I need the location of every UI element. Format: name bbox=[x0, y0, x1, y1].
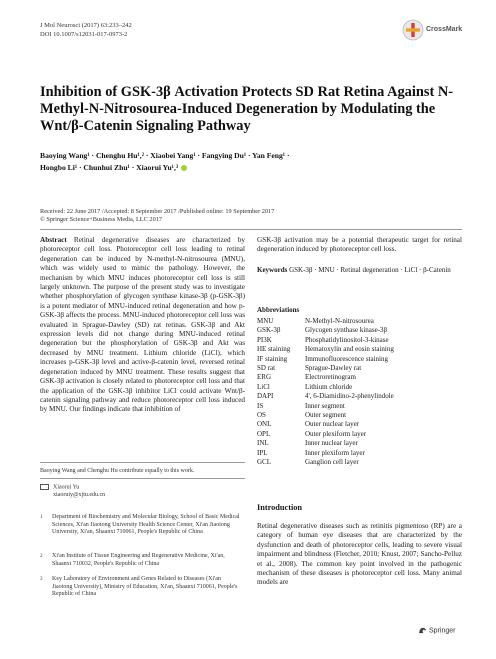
abbreviations-heading: Abbreviations bbox=[257, 306, 300, 314]
crossmark-icon bbox=[402, 19, 424, 41]
doi-line[interactable]: DOI 10.1007/s12031-017-0973-2 bbox=[40, 30, 128, 38]
abstract-block bbox=[40, 236, 245, 415]
date-history: Received: 22 June 2017 /Accepted: 8 September 2017 /Published online: 19 September 2017 bbox=[40, 208, 275, 215]
affiliation-number: 2 bbox=[40, 554, 43, 559]
keywords bbox=[257, 266, 462, 275]
introduction-text: Retinal degenerative diseases such as retinitis pigmentoso (RP) are a category of human eye diseases that are characterized by the dysfunction and death of photoreceptor cells, leading to severe visual impairment and blindness (Fletcher, 2010; Knust, 2007; Sancho-Pelluz et al., 2008). The common key point involved in the pathogenic mechanism of these diseases is photoreceptor cell loss. Many animal models are bbox=[257, 522, 462, 587]
journal-citation bbox=[40, 22, 132, 39]
publication-dates bbox=[40, 208, 460, 224]
abbr-row: GSK-3β Glycogen synthase kinase-3β bbox=[257, 326, 388, 335]
abbr-row: GCL Ganglion cell layer bbox=[257, 458, 359, 467]
affiliation-number: 1 bbox=[40, 515, 43, 520]
introduction-heading: Introduction bbox=[257, 503, 303, 512]
envelope-icon bbox=[40, 484, 49, 490]
abbr-row: ONL Outer nuclear layer bbox=[257, 420, 360, 429]
affiliation-1 bbox=[40, 514, 245, 554]
affiliation-3 bbox=[40, 576, 245, 608]
keywords-label: Keywords bbox=[257, 266, 288, 274]
abbr-row: HE staining Hematoxylin and eosin staining bbox=[257, 345, 394, 354]
abbreviations-list bbox=[257, 317, 462, 468]
publisher-name: Springer bbox=[429, 627, 456, 635]
crossmark-label: CrossMark bbox=[426, 26, 463, 33]
abstract-label: Abstract bbox=[40, 236, 67, 244]
springer-horse-icon bbox=[418, 627, 427, 634]
affiliation-text: Xi'an Institute of Tissue Engineering and Regenerative Medicine, Xi'an, Shaanxi 710032, People's Republic of China bbox=[52, 553, 225, 567]
journal-line: J Mol Neurosci (2017) 63:233–242 bbox=[40, 22, 132, 29]
abbr-row: OPL Outer plexiform layer bbox=[257, 429, 367, 438]
abbr-row: IF staining Immunofluorescence staining bbox=[257, 354, 389, 363]
orcid-icon[interactable] bbox=[181, 165, 187, 171]
footnote-divider bbox=[40, 462, 245, 463]
correspondence bbox=[40, 484, 105, 500]
author-line-1: Baoying Wang¹ · Chenghu Hu¹,² · Xiaobei Yang¹ · Fangying Du¹ · Yan Feng¹ · bbox=[40, 151, 290, 160]
header-divider bbox=[40, 229, 462, 230]
abbr-row: DAPI 4', 6-Diamidino-2-phenylindole bbox=[257, 392, 394, 401]
correspondent-name: Xiaorui Yu bbox=[53, 484, 80, 491]
abbr-row: LiCl Lithium chloride bbox=[257, 382, 353, 391]
affiliation-number: 3 bbox=[40, 577, 43, 582]
author-list bbox=[40, 150, 460, 174]
article-title: Inhibition of GSK-3β Activation Protects SD Rat Retina Against N-Methyl-N-Nitrosourea-Induced Degeneration by Modulating the Wnt/β-Catenin Signaling Pathway bbox=[40, 84, 454, 134]
copyright-line: © Springer Science+Business Media, LLC 2017 bbox=[40, 216, 163, 224]
abbr-row: PI3K Phosphatidylinositol-3-kinase bbox=[257, 335, 389, 344]
affiliation-text: Key Laboratory of Environment and Genes Related to Diseases (Xi'an Jiaotong University), Ministry of Education, Xi'an, Shaanxi 710061, People's Republic of China bbox=[52, 576, 238, 598]
affiliation-2 bbox=[40, 553, 245, 577]
abbr-row: MNU N-Methyl-N-nitrosourea bbox=[257, 317, 374, 325]
author-line-2: Hongbo Li¹ · Chunhui Zhu¹ · Xiaorui Yu¹,³ bbox=[40, 162, 460, 174]
correspondent-email[interactable]: xiaoruiy@xjtu.edu.cn bbox=[53, 491, 106, 498]
keywords-text: GSK-3β · MNU · Retinal degeneration · LiCl · β-Catenin bbox=[289, 266, 451, 274]
abbr-row: IPL Inner plexiform layer bbox=[257, 448, 365, 457]
contribution-note: Baoying Wang and Chenghu Hu contribute equally to this work. bbox=[40, 468, 195, 474]
abbr-row: IS Inner segment bbox=[257, 401, 345, 410]
correspondence-divider bbox=[40, 478, 245, 479]
abbr-row: INL Inner nuclear layer bbox=[257, 439, 358, 448]
abbr-row: ERG Electroretinogram bbox=[257, 373, 356, 382]
affiliation-text: Department of Biochemistry and Molecular Biology, School of Basic Medical Sciences, Xi'an Jiaotong University Health Science Center, Xi'an Jiaotong University, Xi'an, Shaanxi 710061, People's Republic of China bbox=[52, 514, 240, 536]
abbr-row: OS Outer segment bbox=[257, 411, 347, 420]
abbr-row: SD rat Sprague-Dawley rat bbox=[257, 364, 362, 373]
publisher-footer bbox=[418, 627, 455, 634]
abstract-continuation: GSK-3β activation may be a potential therapeutic target for retinal degeneration induced by photoreceptor cell loss. bbox=[257, 236, 462, 254]
abstract-text: Retinal degenerative diseases are characterized by photoreceptor cell loss. Photoreceptor cell loss leading to retinal degeneration can be induced by N-methyl-N-nitrosourea (MNU), which was widely used to mimic the pathology. However, the mechanism by which MNU induces photoreceptor cell loss is still largely unknown. The purpose of the present study was to investigate whether phosphorylation of glycogen synthase kinase-3β (p-GSK-3β) is a potent mediator of MNU-induced retinal degeneration and how p-GSK-3β affects the process. MNU-induced photoreceptor cell loss was evaluated in Sprague-Dawley (SD) rat retinas. GSK-3β and Akt expression levels did not change during MNU-induced retinal degeneration but the phosphorylation of GSK-3β and Akt was decreased by MNU treatment. Lithium chloride (LiCl), which increases p-GSK-3β level and active-β-catenin level, reversed retinal degeneration induced by MNU treatment. These results suggest that GSK-3β activation is closely related to photoreceptor cell loss and that the application of the GSK-3β inhibitor LiCl could activate Wnt/β-catenin signaling pathway and reduce photoreceptor cell loss induced by MNU. Our findings indicate that inhibition of bbox=[40, 236, 246, 414]
crossmark-badge[interactable] bbox=[402, 18, 462, 44]
